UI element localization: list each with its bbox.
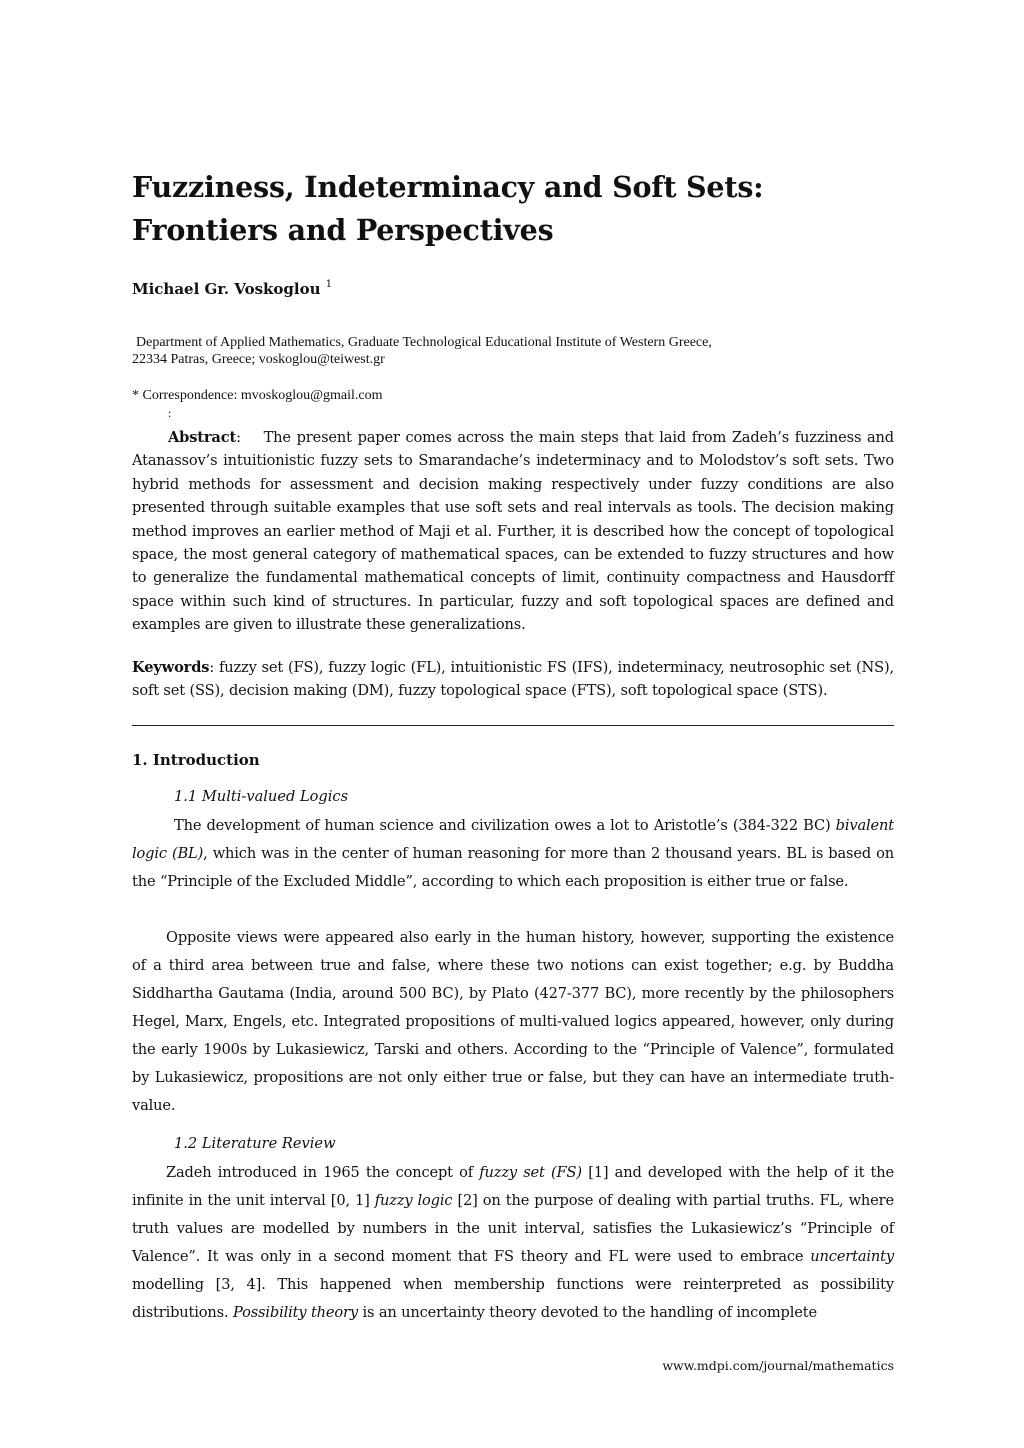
paragraph-text: [2] on the purpose of dealing with partial truths. FL, where truth values are modelled by numbers in the unit interval, satisfies the Lukasiewicz’s “Principle of Valence”. It was only in a second moment that FS theory and FL were used to embrace [132, 1192, 894, 1265]
emphasis-term: bivalent logic (BL) [132, 817, 894, 862]
paragraph-multi-valued-history: Opposite views were appeared also early in the human history, however, supporting the existence of a third area between true and false, where these two notions can exist together; e.g. by Buddha Siddhartha Gautama (India, around 500 BC), by Plato (427-377 BC), more recently by the philosophers Hegel, Marx, Engels, etc. Integrated propositions of multi-valued logics appeared, however, only during the early 1900s by Lukasiewicz, Tarski and others. According to the “Principle of Valence”, formulated by Lukasiewicz, propositions are not only either true or false, but they can have an intermediate truth-value. [132, 929, 894, 1114]
emphasis-term: fuzzy set (FS) [479, 1164, 582, 1181]
abstract-label: Abstract [168, 429, 237, 446]
keywords-text: fuzzy set (FS), fuzzy logic (FL), intuitionistic FS (IFS), indeterminacy, neutrosophic set (NS), soft set (SS), decision making (DM), fuzzy topological space (FTS), soft topological space (STS). [132, 659, 894, 700]
emphasis-term: fuzzy logic [374, 1192, 453, 1209]
author-name: Michael Gr. Voskoglou [132, 280, 321, 298]
stray-mark: : [168, 406, 172, 420]
affiliation [132, 334, 832, 368]
paragraph-text: [1] and developed with the help of it the infinite in the unit interval [0, 1] [132, 1164, 894, 1209]
section-divider [132, 725, 894, 726]
section-heading-introduction: 1. Introduction [132, 751, 260, 769]
paragraph-text: modelling [3, 4]. This happened when membership functions were reinterpreted as possibility distributions. [132, 1276, 894, 1321]
affiliation-line-1: Department of Applied Mathematics, Graduate Technological Educational Institute of Western Greece, [136, 335, 712, 350]
paragraph-text: The development of human science and civilization owes a lot to Aristotle’s (384-322 BC) [174, 817, 831, 834]
emphasis-term: uncertainty [810, 1248, 894, 1265]
keywords-label: Keywords [132, 659, 210, 676]
paper-page [132, 0, 894, 1448]
paragraph-text: is an uncertainty theory devoted to the handling of incomplete [362, 1304, 817, 1321]
subsection-heading-literature-review: 1.2 Literature Review [174, 1135, 336, 1152]
paper-title: Fuzziness, Indeterminacy and Soft Sets: Frontiers and Perspectives [132, 170, 764, 247]
subsection-heading-multi-valued-logics: 1.1 Multi-valued Logics [174, 788, 349, 805]
paragraph-bivalent-logic [132, 812, 894, 896]
affiliation-mark: 1 [325, 279, 333, 290]
emphasis-term: Possibility theory [233, 1304, 358, 1321]
abstract-text: The present paper comes across the main steps that laid from Zadeh’s fuzziness and Atanassov’s intuitionistic fuzzy sets to Smarandache’s indeterminacy and to Molodstov’s soft sets. Two hybrid methods for assessment and decision making respectively under fuzzy conditions are also presented through suitable examples that use soft sets and real intervals as tools. The decision making method improves an earlier method of Maji et al. Further, it is described how the concept of topological space, the most general category of mathematical spaces, can be extended to fuzzy structures and how to generalize the fundamental mathematical concepts of limit, continuity compactness and Hausdorff space within such kind of structures. In particular, fuzzy and soft topological spaces are defined and examples are given to illustrate these generalizations. [132, 429, 894, 634]
paragraph-text: Zadeh introduced in 1965 the concept of [166, 1164, 474, 1181]
paragraph-text: , which was in the center of human reasoning for more than 2 thousand years. BL is based on the “Principle of the Excluded Middle”, according to which each proposition is either true or false. [132, 845, 894, 890]
affiliation-line-2: 22334 Patras, Greece; voskoglou@teiwest.gr [132, 352, 385, 367]
correspondence: * Correspondence: mvoskoglou@gmail.com [132, 388, 383, 403]
keywords: Keywords: fuzzy set (FS), fuzzy logic (FL), intuitionistic FS (IFS), indeterminacy, neutrosophic set (NS), soft set (SS), decision making (DM), fuzzy topological space (FTS), soft topological space (STS). [132, 659, 894, 700]
author-line [132, 276, 332, 299]
paragraph-literature-review [132, 1159, 894, 1327]
abstract: Abstract: The present paper comes across the main steps that laid from Zadeh’s fuzziness and Atanassov’s intuitionistic fuzzy sets to Smarandache’s indeterminacy and to Molodstov’s soft sets. Two hybrid methods for assessment and decision making respectively under fuzzy conditions are also presented through suitable examples that use soft sets and real intervals as tools. The decision making method improves an earlier method of Maji et al. Further, it is described how the concept of topological space, the most general category of mathematical spaces, can be extended to fuzzy structures and how to generalize the fundamental mathematical concepts of limit, continuity compactness and Hausdorff space within such kind of structures. In particular, fuzzy and soft topological spaces are defined and examples are given to illustrate these generalizations. [132, 429, 894, 634]
journal-url: www.mdpi.com/journal/mathematics [662, 1358, 894, 1373]
